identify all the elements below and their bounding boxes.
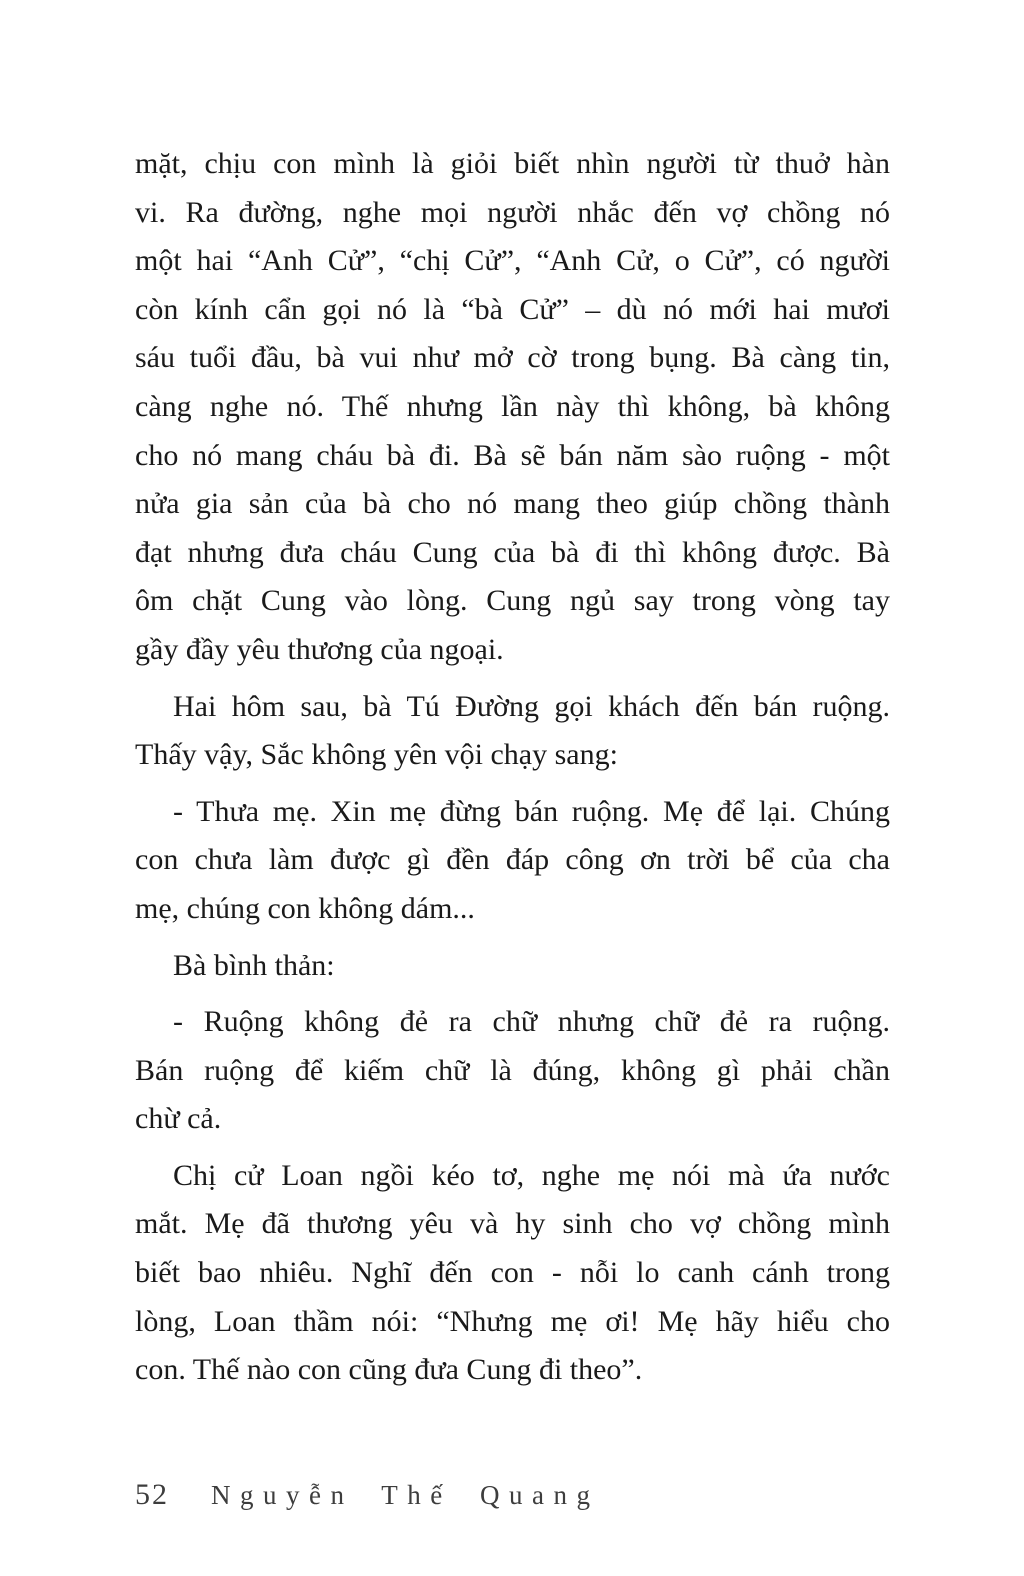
paragraph <box>135 683 890 780</box>
text-line: Hai hôm sau, bà Tú Đường gọi khách đến bán ruộng. <box>173 689 890 723</box>
text-line: mắt. Mẹ đã thương yêu và hy sinh cho vợ chồng mình <box>135 1207 890 1241</box>
text-line: Chị cử Loan ngồi kéo tơ, nghe mẹ nói mà ứa nước <box>173 1158 890 1192</box>
text-line: - Ruộng không đẻ ra chữ nhưng chữ đẻ ra ruộng. <box>173 1005 890 1039</box>
text-line: một hai “Anh Cử”, “chị Cử”, “Anh Cử, o Cử”, có người <box>135 244 890 278</box>
paragraph <box>135 998 890 1144</box>
text-line: sáu tuổi đầu, bà vui như mở cờ trong bụng. Bà càng tin, <box>135 341 890 375</box>
page-footer <box>135 1478 890 1512</box>
text-line: càng nghe nó. Thế nhưng lần này thì không, bà không <box>135 389 890 423</box>
text-line: còn kính cẩn gọi nó là “bà Cử” – dù nó mới hai mươi <box>135 292 890 326</box>
text-line: mẹ, chúng con không dám... <box>135 891 475 925</box>
paragraph <box>135 788 890 934</box>
author-running-footer: Nguyễn Thế Quang <box>211 1480 600 1510</box>
text-line: mặt, chịu con mình là giỏi biết nhìn người từ thuở hàn <box>135 147 890 180</box>
paragraph <box>135 942 890 991</box>
text-line: vi. Ra đường, nghe mọi người nhắc đến vợ chồng nó <box>135 195 890 229</box>
text-line: con chưa làm được gì đền đáp công ơn trời bể của cha <box>135 843 890 877</box>
text-line: cho nó mang cháu bà đi. Bà sẽ bán năm sào ruộng - một <box>135 438 890 472</box>
body-text <box>135 140 890 1395</box>
text-line: ôm chặt Cung vào lòng. Cung ngủ say trong vòng tay <box>135 584 890 618</box>
text-line: đạt nhưng đưa cháu Cung của bà đi thì không được. Bà <box>135 535 890 569</box>
paragraph <box>135 1152 890 1395</box>
text-line: biết bao nhiêu. Nghĩ đến con - nỗi lo canh cánh trong <box>135 1256 890 1290</box>
text-line: con. Thế nào con cũng đưa Cung đi theo”. <box>135 1353 643 1387</box>
page-number: 52 <box>135 1478 169 1511</box>
text-line: Bà bình thản: <box>173 948 335 982</box>
text-line: gầy đầy yêu thương của ngoại. <box>135 632 504 666</box>
text-line: nửa gia sản của bà cho nó mang theo giúp chồng thành <box>135 487 890 521</box>
paragraph <box>135 140 890 675</box>
text-line: - Thưa mẹ. Xin mẹ đừng bán ruộng. Mẹ để lại. Chúng <box>173 794 890 828</box>
text-line: chừ cả. <box>135 1102 222 1136</box>
text-line: Bán ruộng để kiếm chữ là đúng, không gì phải chần <box>135 1053 890 1087</box>
text-line: Thấy vậy, Sắc không yên vội chạy sang: <box>135 738 618 772</box>
text-line: lòng, Loan thầm nói: “Nhưng mẹ ơi! Mẹ hãy hiểu cho <box>135 1304 890 1338</box>
